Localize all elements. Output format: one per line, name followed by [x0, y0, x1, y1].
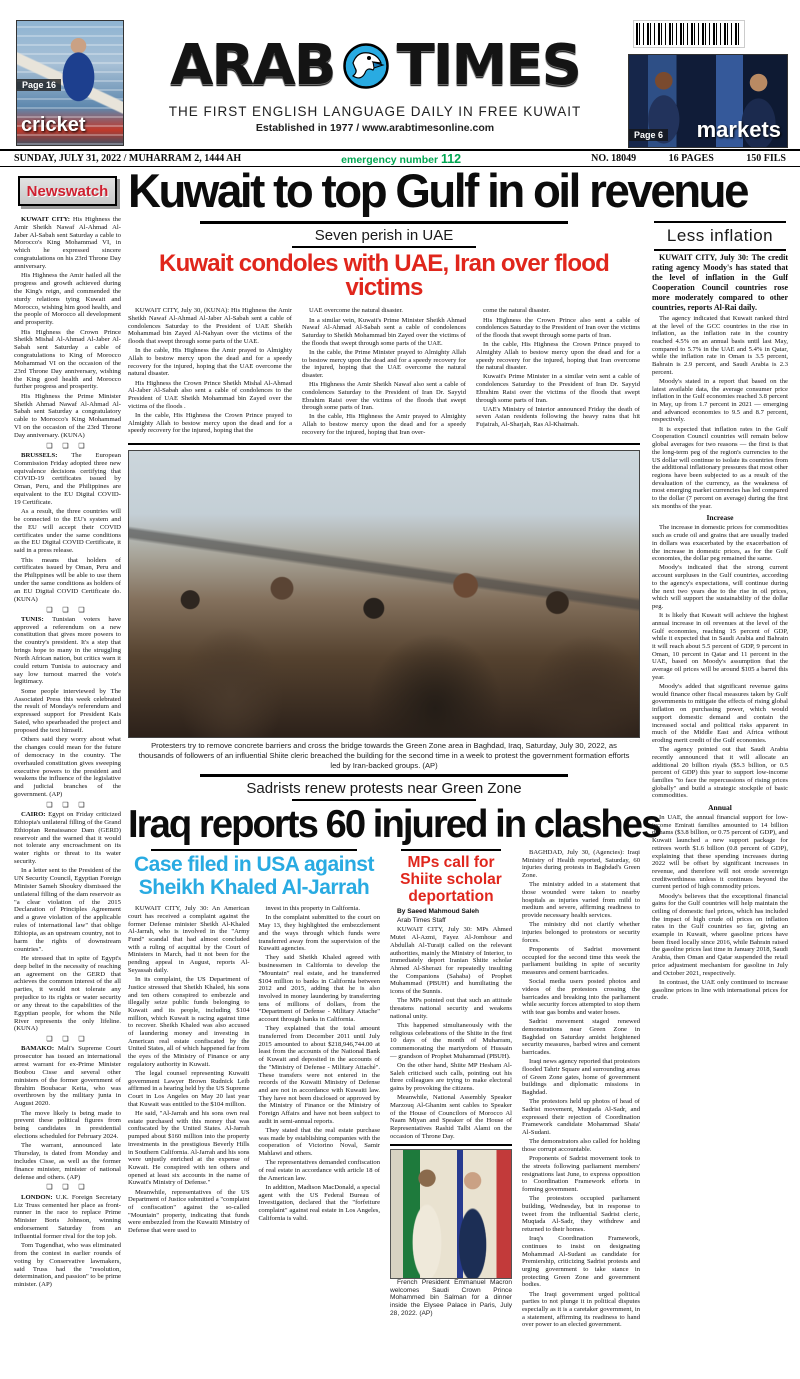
paragraph: KUWAIT CITY, July 30: An American court has received a complaint against the former Defense minister Sheikh Al-Khaled Al-Jarrah, who is involved in the "Army Fund" scandal that had almost concluded with a ruling of acquittal by the Court of Ministers in March, had it not been for the pending appeal in August, reports Al-Seyassah daily.: [128, 905, 250, 974]
paragraph: In addition, Madison MacDonald, a special agent with the US Federal Bureau of Investigation, declared that the "forfeiture complaint" against real estate in Los Angeles, California is valid.: [258, 1183, 380, 1222]
case-col-2: [259, 905, 381, 1236]
arab-times-logo: [130, 30, 620, 102]
paragraph: KUWAIT CITY: His Highness the Amir Sheikh Nawaf Al-Ahmad Al-Jaber Al-Sabah sent Saturday a cable to Morocco's King Mohammad VI, in which he expressed sincere congratulations on his 23rd Throne Day anniversary.: [14, 216, 121, 270]
rule: [401, 849, 501, 851]
paragraph: Iraq's Coordination Framework, continues to insist on designating Mohammad Al-Sudani as candidate for Premiership, criticizing Sadrist protests and urging government to take stance in protecting Green Zone and government bodies.: [522, 1235, 640, 1289]
paragraph: Social media users posted photos and videos of the protestors crossing the barricades and breaking into the parliament while security forces attempted to stop them with tear gas bombs and water hoses.: [522, 978, 640, 1016]
cricket-photo: [16, 20, 124, 146]
paragraph: He said, "Al-Jarrah and his sons own real estate purchased with this money that was confiscated by the United States. Al-Jarrah pumped about $160 million into the property investments in the prestigious Beverly Hills in Southern California. Al-Jarrah and his sons were unjustly enriched at the expense of Kuwait. He conspired with ten others and opened at least six accounts in the name of Kuwait's Ministry of Defense.": [128, 1110, 250, 1187]
paragraph: LONDON: U.K. Foreign Secretary Liz Truss cemented her place as front-runner in the race to replace Prime Minister Boris Johnson, winning endorsement Saturday from an influential former rival for the top job.: [14, 1193, 121, 1240]
paragraph: Iraqi news agency reported that protestors flooded Tahrir Square and surrounding areas of Green Zone gates, home of government buildings and diplomatic missions in Baghdad.: [522, 1058, 640, 1097]
inflation-column: [652, 219, 788, 1369]
paragraph: As a result, the three countries will be connected to the EU's system and the EU will accept their COVID certificates under the same conditions as the EU Digital COVID Certificate, it said in a press release.: [14, 508, 121, 555]
rule: [128, 443, 640, 445]
condoles-kicker-block: [128, 221, 640, 248]
issue-date: SUNDAY, JULY 31, 2022 / MUHARRAM 2, 1444 AH: [14, 153, 242, 164]
page-count: 16 PAGES: [668, 153, 714, 164]
cricket-label: cricket: [21, 114, 86, 136]
paragraph: He stressed that in spite of Egypt's deep belief in the necessity of reaching an agreement on the GERD that achieves the common interest of the all parties, it would not tolerate any prejudice to its rights or water security or any threat to the capabilities of the Egyptian people, for whom the Nile River represents the only lifeline. (KUNA): [14, 954, 121, 1033]
inflation-body: [652, 315, 788, 1002]
paragraph: This means that holders of certificates issued by Oman, Peru and the Philippines will be able to use them under the same conditions as holders of an EU Digital COVID Certificate do. (KUNA): [14, 556, 121, 603]
paragraph: His Highness the Crown Prince also sent a cable of condolences Saturday to the President of Iran over the victims of the floods that swept through some parts of Iran.: [476, 316, 640, 339]
paragraph: BAMAKO: Mali's Supreme Court prosecutor has issued an international arrest warrant for ex-Prime Minister Boubou Cisse and several other ministers of the former government of Ibrahim Boubacar Keita, who was overthrown by the military junta in August 2020.: [14, 1045, 121, 1108]
paragraph: Proponents of Sadrist movement occupied for the second time this week the parliament building in spite of security measures and cement barricades.: [522, 945, 640, 976]
newswatch-briefs: [14, 216, 121, 1289]
rule: [390, 1144, 512, 1146]
mps-headline: MPs call for Shiite scholar deportation: [400, 853, 502, 906]
paragraph: The demonstrators also called for holding those corrupt accountable.: [522, 1138, 640, 1153]
protest-photo: [128, 450, 640, 738]
rule: [151, 849, 358, 851]
paragraph: ❑ ❑ ❑: [46, 1035, 89, 1044]
rule: [654, 221, 786, 223]
protest-photo-caption: Protesters try to remove concrete barriers and cross the bridge towards the Green Zone area in Baghdad, Iraq, Saturday, July 30, 2022, as thousands of followers of an influential Shiite cleric breached the building for the second time in a week to protest the government formation efforts led by Iran-backed groups. (AP): [138, 741, 630, 771]
paragraph: The MPs pointed out that such an attitude threatens national security and weakens national unity.: [390, 997, 512, 1020]
paragraph: Others said they worry about what the changes could mean for the future of democracy in the country. The overhauled constitution gives sweeping executive powers to the president and weakens the influence of the legislative and judicial branches of the government. (AP): [14, 736, 121, 799]
paragraph: invest in this property in California.: [265, 905, 360, 913]
paragraph: The agency pointed out that Saudi Arabia recently announced that it will allocate an additional 20 billion riyals ($5.3 billion, or 0.5 percent of GDP) this year to support low-income families "to face the repercussions of rising prices globally" and build a strategic stockpile of basic commodities.: [652, 746, 788, 800]
paragraph: They stated that the real estate purchase was made by establishing companies with the cooperation of Victorino Noval, Samir Mahlawi and others.: [258, 1126, 380, 1158]
paragraph: In the cable, His Highness the Crown Prince prayed to Almighty Allah to bestow mercy upon the dead and for a speedy recovery for the injured, hoping that the: [128, 411, 292, 435]
condoles-col-3: [476, 307, 640, 439]
paragraph: In the cable, His Highness the Crown Prince prayed to Almighty Allah to bestow mercy upon the dead and for a speedy recovery for the injured, hoping that Iran overcome the natural disaster.: [476, 341, 640, 372]
paragraph: BAGHDAD, July 30, (Agencies): Iraqi Ministry of Health reported, Saturday, 60 injuries during protests in Baghdad's Green Zone.: [522, 848, 640, 880]
emergency-number: emergency number 112: [341, 151, 462, 166]
paragraph: ❑ ❑ ❑: [46, 800, 89, 809]
paragraph: Moody's believes that the exceptional financial gains for the Gulf countries will help maintain the ceiling of domestic fuel prices, which has included the impact of high crude oil prices on inflation rates in the Gulf countries so far, giving an example in Kuwait, where gasoline prices have been fixed locally since 2016, while Bahrain raised the gasoline prices last time in January 2018, Saudi Arabia, then Oman and Qatar suspended the retail price adjustment mechanism for gasoline in July and October 2021, respectively.: [652, 892, 788, 977]
paragraph: Meanwhile, National Assembly Speaker Marzouq Al-Ghanim sent cables to Speaker of the House of Councilors of Morocco Al Naam Miyan and Speaker of the House of Representatives Rashid Talbi Alami on the occasion of Throne Day.: [390, 1094, 512, 1140]
issue-info: [561, 153, 786, 164]
newswatch-header: [18, 176, 117, 206]
price: 150 FILS: [746, 153, 786, 164]
case-headline: Case filed in USA against Sheikh Khaled Al-Jarrah: [134, 852, 374, 899]
case-col-1: [128, 905, 250, 1236]
logo-word-times: TIMES: [396, 33, 580, 98]
paragraph: It is expected that inflation rates in the Gulf Cooperation Council countries will remain below global averages for two reasons — the first is that the long-term peg of the region's currencies to the US dollar will continue to isolate its countries from the additional inflationary pressures that most other regions have been subjected to as a result of the devaluation of the currency, as the weakness of most emerging market currencies has led compared to the dollar (7 percent on average) during the first six months of the year.: [652, 425, 788, 510]
paragraph: Moody's stated in a report that based on the latest available data, the average consumer price inflation in the Gulf economies reached 3.8 percent in May, up from 1.7 percent in 2021 — emerging and advanced economies to 9.5 and 8.7 percent, respectively.: [652, 377, 788, 424]
paragraph: The ministry added in a statement that those wounded were taken to nearby hospitals as injuries varied from mild to medium and severe, affirming readiness to provide necessary health services.: [522, 881, 640, 920]
main-headline: Kuwait to top Gulf in oil revenue: [128, 164, 748, 217]
paragraph: ❑ ❑ ❑: [46, 441, 89, 450]
paragraph: It is likely that Kuwait will achieve the highest annual increase in oil revenues at the level of the Gulf economies, reaching 15 percent of GDP, while it expected that in Saudi Arabia and Bahrain it will reach about 5.5 percent of GDP, 9 percent in Oman, 10 percent in Qatar and 11 percent in the UAE, based on Moody's assumption that the average oil prices will be around $105 a barrel this year.: [652, 612, 788, 681]
main-zone: [128, 166, 788, 1376]
paragraph: Some people interviewed by The Associated Press this week celebrated the result of Monday's referendum and expressed support for President Kais Saied, who spearheaded the project and proposed the text himself.: [14, 687, 121, 734]
paragraph: They said Sheikh Khaled agreed with businessmen in California to develop the "Mountain" real estate, and he transferred $104 million to banks in California between 2012 and 2015, adding that he is also involved in money laundering by transferring tens of millions of dollars, from the "Department of Defense - Military Attache" account through banks in California.: [258, 954, 380, 1024]
paragraph: In UAE, the annual financial support for low-income Emirati families amounted to 14 billion dirhams ($3.8 billion, or 0.75 percent of GDP), and Kuwait launched a new support package for retirees worth $1.6 billion (0.8 percent of GDP), explaining that these spending increases during 2022 will be offset by significant increases in revenue, and therefore will not erode sovereign creditworthiness unless it continues beyond the current period of high commodity prices.: [652, 814, 788, 891]
paragraph: In the cable, His Highness the Amir prayed to Almighty Allah to bestow mercy upon the dead and for a speedy recovery for the injured, hoping that the UAE overcome the natural disaster.: [128, 347, 292, 378]
paragraph: His Highness the Amir Sheikh Nawaf also sent a cable of condolences Saturday to the President of Iran Dr. Sayyid Ebrahim Raisi over the victims of the floods that swept through some parts of Iran.: [302, 381, 466, 412]
paragraph: The ministry did not clarify whether injuries belonged to protestors or security forces.: [522, 921, 640, 944]
paragraph: In the cable, His Highness the Amir prayed to Almighty Allah to bestow mercy upon the dead and for a speedy recovery for the injured, hoping that Iran over-: [302, 413, 466, 436]
paragraph: Moody's indicated that the strong current account surpluses in the Gulf countries, according to the agency's expectations, will continue during the next two years due to the rise in oil prices, which will support the sustainability of the dollar peg.: [652, 564, 788, 610]
rule: [200, 774, 569, 777]
condoles-kicker: Seven perish in UAE: [314, 227, 454, 245]
paragraph: CAIRO: Egypt on Friday criticized Ethiopia's unilateral filling of the Grand Ethiopian Renaissance Dam (GERD) reservoir and the warned that it would not tolerate any encroachment on its water rights or threat to its water security.: [14, 811, 121, 865]
paragraph: They explained that the total amount transferred from December 2011 until July 2015 amounted to about $218,946,744.00 at least from the accounts of the National Bank of Kuwait and deposited in the accounts of the "Ministry of Defense - Military Attaché". These transfers were not entered in the records of the Kuwaiti Ministry of Defense and are not in accordance with Kuwaiti law. They have not been disclosed or approved by the Ministry of Finance or the Ministry of Foreign Affairs and have not been subject to audit in semi-annual reports.: [258, 1025, 380, 1125]
paragraph: Kuwait's Prime Minister in a similar vein sent a cable of condolences Saturday to the President of Iran Dr. Sayyid Ebrahim Raisi over the victims of the floods that swept through some parts of Iran.: [476, 373, 640, 404]
paragraph: The Iraqi government urged political parties to not plunge it in political disputes especially as it is a caretaker government, in a statement, affirming its readiness to hand over power to an elected government.: [522, 1290, 640, 1329]
paragraph: KUWAIT CITY, July 30: MPs Ahmed Mutei Al-Azmi, Fayez Al-Jomhour and Abdullah Al-Turaiji called on the relevant authorities, mainly the Ministry of Interior, to immediately deport Iranian Shiite scholar Ahmed Al-Sherazi for repeatedly insulting the Companions (Sahaba) of Prophet Muhammad (PBUH) and humiliating the icons of the Sunnis.: [390, 926, 512, 996]
barcode: [633, 20, 745, 48]
newswatch-title: Newswatch: [26, 182, 109, 200]
logo-word-arab: ARAB: [170, 33, 335, 98]
paragraph: BRUSSELS: The European Commission Friday adopted three new equivalence decisions certifying that COVID-19 certificates issued by Oman, Peru, and the Philippines are equivalent to the EU Digital COVID-19 Certificate.: [14, 451, 121, 506]
masthead-established: Established in 1977 / www.arabtimesonline.com: [255, 122, 495, 134]
paragraph: In a similar vein, Kuwait's Prime Minister Sheikh Ahmad Nawaf Al-Ahmad Al-Sabah sent a cable of condolences Saturday to Sheikh Mohammad bin Zayed over the victims of the floods that swept through some parts of the UAE.: [302, 316, 466, 347]
masthead-tagline: THE FIRST ENGLISH LANGUAGE DAILY IN FREE KUWAIT: [168, 104, 582, 119]
mps-article: [390, 849, 512, 1337]
paragraph: Increase: [706, 513, 734, 523]
paragraph: His Highness the Amir hailed all the progress and growth achieved during the King's reign, and commended the sturdy relations tying Kuwait and Morocco, wishing him good health, and the people of Morocco all development and prosperity.: [14, 272, 121, 327]
paragraph: come the natural disaster.: [483, 307, 551, 315]
mps-body: [390, 926, 512, 1140]
paragraph: His Highness the Prime Minister Sheikh Ahmad Nawaf Al-Ahmad Al-Sabah sent Saturday a congratulatory cable to Morocco's King Mohammad VI on the occasion of the 23rd Throne Day anniversary. (KUNA): [14, 392, 121, 439]
inflation-kicker: Less inflation: [666, 226, 774, 246]
sadrists-kicker: Sadrists renew protests near Green Zone: [246, 779, 522, 797]
paragraph: The warrant, announced late Thursday, is dated from Monday and includes Cisse, as well as the former finance minister, minister of national defense and others. (AP): [14, 1142, 121, 1181]
issue-number: NO. 18049: [591, 153, 637, 164]
paragraph: The legal counsel representing Kuwaiti government Lawyer Brown Rudnick Leib affirmed in a hearing held by the US Supreme Court in Los Angeles on May 20 last year that Kuwait was entitled to the $104 million.: [128, 1070, 250, 1108]
condoles-col-2: [302, 307, 466, 439]
paragraph: ❑ ❑ ❑: [46, 1183, 89, 1192]
paragraph: Moody's added that significant revenue gains would finance other fiscal measures taken by Gulf governments to mitigate the effects of rising global inflation on purchasing power, which would support domestic demand and contain the increased social and political risks apparent in much of the Middle East and Africa without eroding merit credit of the Gulf economies.: [652, 682, 788, 744]
middle-section: [128, 219, 661, 1369]
baghdad-article: [522, 849, 640, 1337]
macron-mbs-photo: [390, 1149, 512, 1279]
case-article: [128, 849, 380, 1337]
rule: [654, 249, 786, 251]
condoles-article: [128, 307, 640, 439]
paragraph: KUWAIT CITY, July 30, (KUNA): His Highness the Amir Sheikh Nawaf Al-Ahmad Al-Jaber Al-Sabah sent a cable of condolences Saturday to the President of UAE Sheikh Mohammad bin Zayed Al-Nahyan over the victims of the floods that swept through some parts of the UAE.: [128, 307, 292, 346]
sadrists-kicker-block: [128, 774, 640, 801]
paragraph: Meanwhile, representatives of the US Department of Justice submitted a "complaint of confiscation" against the so-called "Mountain" property, indicating that funds were embezzled from the Kuwaiti Ministry of Defense that were used to: [128, 1188, 250, 1235]
condoles-headline: Kuwait condoles with UAE, Iran over flood victims: [159, 250, 609, 302]
paragraph: TUNIS: Tunisian voters have approved a referendum on a new constitution that gives more powers to the country's president. It's a step that brings hope to many in the struggling North African nation, but critics warn it could return Tunisia to autocracy and say low turnout marred the vote's legitimacy.: [14, 615, 121, 686]
paragraph: In contrast, the UAE only continued to increase gasoline prices in line with international prices for crude.: [652, 978, 788, 1002]
paragraph: Sadrist movement staged renewed demonstrations near Green Zone in Baghdad on Saturday amidst heightened security measures, barbed wires and cement barricades.: [522, 1018, 640, 1056]
inflation-lead: KUWAIT CITY, July 30: The credit rating agency Moody's has stated that the level of inflation in the Gulf Cooperation Council countries rose more moderately compared to other countries, reports Al-Rai daily.: [652, 253, 788, 313]
paragraph: The protestors held up photos of head of Sadrist movement, Muqtada Al-Sadr, and expressed their rejection of Coordination Framework candidate Mohammad Shaia' Al-Sudani.: [522, 1098, 640, 1137]
markets-page-badge: Page 6: [629, 129, 668, 141]
paragraph: Proponents of Sadrist movement took to the streets following parliament members' resignations last June, to express opposition to Coordination Framework efforts in forming government.: [522, 1155, 640, 1193]
paragraph: In the complaint submitted to the court on May 13, they highlighted the embezzlement and the ways through which funds were transferred away from the supervision of the Kuwaiti agencies.: [258, 914, 380, 953]
paragraph: His Highness the Crown Prince Sheikh Mishal Al-Ahmad Al-Jaber Al-Sabah sent Saturday a cable of congratulations to King of Morocco Mohammad VI on the occasion of the 23rd Throne Day anniversary, wishing the King good health and Morocco further progress and prosperity.: [14, 328, 121, 391]
mps-byline: By Saeed Mahmoud Saleh: [397, 908, 480, 916]
paragraph: UAE's Ministry of Interior announced Friday the death of seven Asian residents following the heavy rains that hit Fujairah, Al-Sharjah, Ras Al-Khaimah.: [476, 405, 640, 429]
logo-area: [130, 30, 620, 134]
rule: [292, 799, 476, 801]
falcon-logo-icon: [343, 43, 389, 89]
paragraph: In its complaint, the US Department of Justice stressed that Sheikh Khaled, his sons and ten others conspired to embezzle and illegally seize public funds belonging to Kuwait and its people, including $104 million, which Kuwait is racing against time to recover. Sheikh Khaled was also accused of laundering money and investing in American real estate confiscated by the United States, all of which happened far from the eyes of the Ministry of Finance or any regulatory authority in Kuwait.: [128, 976, 250, 1068]
paragraph: In the cable, the Prime Minister prayed to Almighty Allah to bestow mercy upon the dead and for a speedy recovery for the injured, hoping that the UAE overcome the natural disaster.: [302, 348, 466, 379]
paragraph: On the other hand, Shiite MP Hesham Al-Saleh criticised such calls, pointing out his three colleagues are trying to make electoral gains by provoking the citizens.: [390, 1061, 512, 1093]
paragraph: UAE overcome the natural disaster.: [309, 307, 403, 315]
paragraph: This happened simultaneously with the religious celebrations of the Shiite in the first 10 days of the month of Muharram, commemorating the martyrdom of Hussain — grandson of Prophet Muhammad (PBUH).: [390, 1021, 512, 1060]
markets-photo: [628, 54, 788, 148]
mps-byline-org: Arab Times Staff: [397, 917, 446, 925]
paragraph: The representatives demanded confiscation of real estate in accordance with article 18 of the American law.: [258, 1159, 380, 1182]
rule: [292, 246, 476, 248]
iraq-headline: Iraq reports 60 injured in clashes: [128, 802, 661, 846]
paragraph: In a letter sent to the President of the UN Security Council, Egyptian Foreign Minister Sameh Shoukry dismissed the unilateral filling of the dam reservoir as "a clear violation of the 2015 Declaration of Principles Agreement and a grave violation of the applicable rules of international law" that oblige Ethiopia, as an upstream country, not to harm the rights of downstream countries".: [14, 867, 121, 953]
paragraph: Annual: [708, 803, 732, 813]
newswatch-column: [14, 172, 121, 1372]
condoles-col-1: [128, 307, 292, 439]
paragraph: Tom Tugendhat, who was eliminated from the contest in earlier rounds of voting by Conservative lawmakers, said Truss had the "resolution, determination, and passion" to be prime minister. (AP): [14, 1242, 121, 1289]
macron-photo-caption: French President Emmanuel Macron welcomes Saudi Crown Prince Mohammed bin Salman for a dinner inside the Elysee Palace in Paris, July 28, 2022. (AP): [390, 1278, 512, 1317]
paragraph: The move likely is being made to prevent these political figures from being candidates in presidential elections scheduled for February 2024.: [14, 1109, 121, 1141]
rule: [200, 221, 569, 224]
paragraph: The increase in domestic prices for commodities such as crude oil and grains that are usually traded in dollars was exacerbated by the exacerbation of the increase in domestic prices, as for the Gulf economies, the dollar peg remained the same.: [652, 524, 788, 563]
cricket-page-badge: Page 16: [17, 79, 61, 91]
masthead: [0, 0, 800, 148]
paragraph: The protestors occupied parliament building, Wednesday, but in response to tweet from the influential Sadrist cleric, Muqtada Al-Sadr, they withdrew and returned to their homes.: [522, 1195, 640, 1233]
paragraph: His Highness the Crown Prince Sheikh Mishal Al-Ahmad Al-Jaber Al-Sabah also sent a cable of condolences to the President of UAE Sheikh Mohammad bin Zayed over the victims of the floods .: [128, 379, 292, 410]
paragraph: The agency indicated that Kuwait ranked third at the level of the GCC countries in the rise in inflation, as the inflation rate in the country reached 4.5% on an annual basis until last May, compared to 5.7% in the UAE and 5.4% in Qatar, while the inflation rate in Oman is 3.5 percent, Bahrain is 2.9 percent, and Saudi Arabia is 2.3 percent.: [652, 314, 788, 376]
markets-label: markets: [696, 117, 781, 142]
bottom-section: [128, 849, 640, 1337]
paragraph: ❑ ❑ ❑: [46, 605, 89, 614]
